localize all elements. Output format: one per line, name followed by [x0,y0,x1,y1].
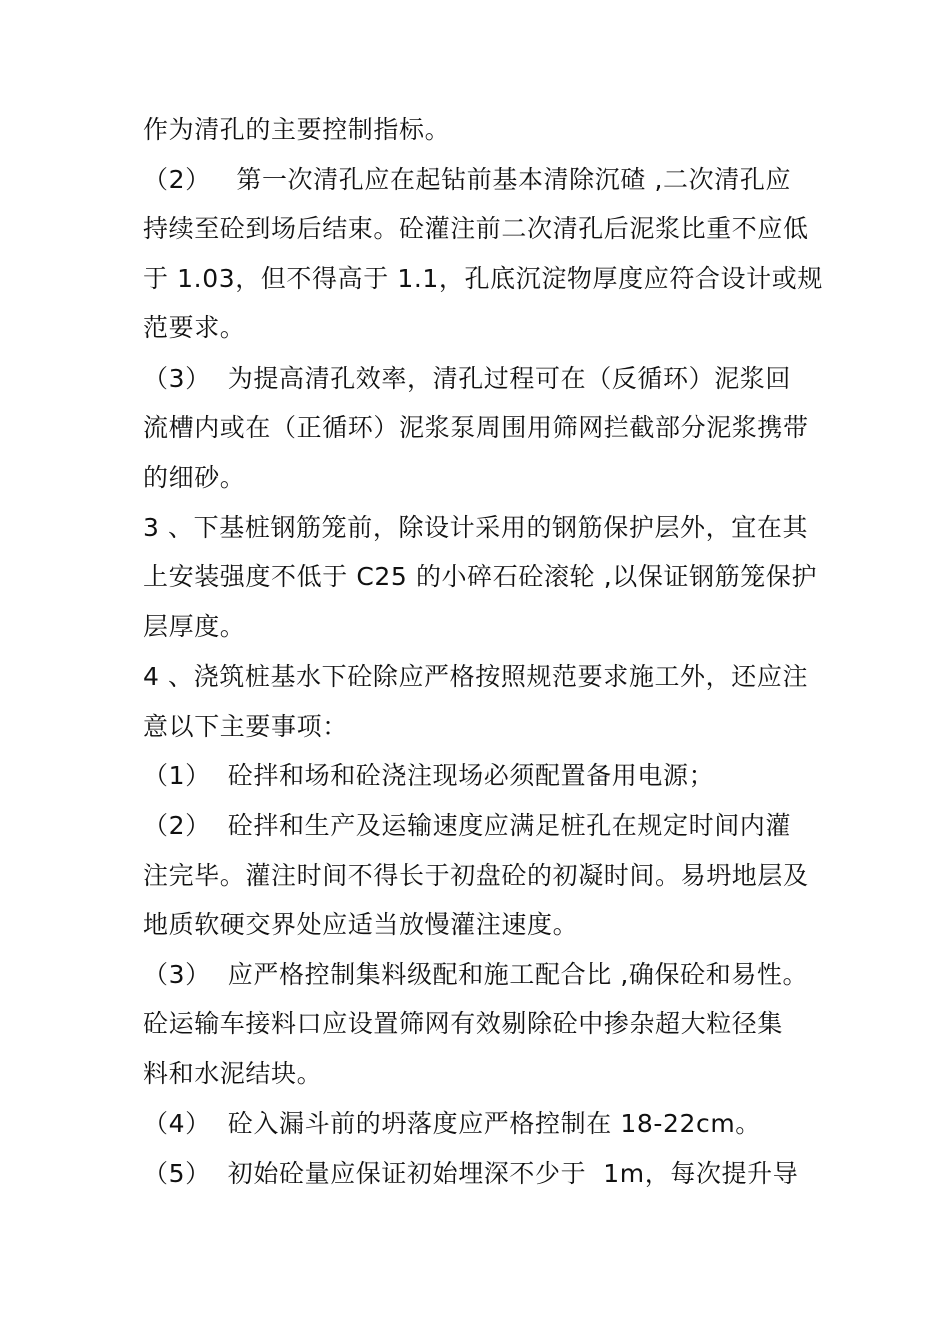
text-line: （2） 砼拌和生产及运输速度应满足桩孔在规定时间内灌 [143,811,792,840]
text-line: 上安装强度不低于 C25 的小碎石砼滚轮 ,以保证钢筋笼保护 [143,562,818,591]
text-line: 层厚度。 [143,612,246,641]
text-line: 4 、浇筑桩基水下砼除应严格按照规范要求施工外，还应注 [143,662,809,691]
text-line: 砼运输车接料口应设置筛网有效剔除砼中掺杂超大粒径集 [143,1009,784,1038]
text-line: 持续至砼到场后结束。砼灌注前二次清孔后泥浆比重不应低 [143,214,809,243]
text-line: 意以下主要事项： [143,712,348,741]
text-line: （3） 应严格控制集料级配和施工配合比 ,确保砼和易性。 [143,960,809,989]
text-line: （4） 砼入漏斗前的坍落度应严格控制在 18-22cm。 [143,1109,761,1138]
text-line: 于 1.03，但不得高于 1.1，孔底沉淀物厚度应符合设计或规 [143,264,823,293]
text-line: 流槽内或在（正循环）泥浆泵周围用筛网拦截部分泥浆携带 [143,413,809,442]
text-line: （5） 初始砼量应保证初始埋深不少于 1m，每次提升导 [143,1159,799,1188]
text-line: （1） 砼拌和场和砼浇注现场必须配置备用电源； [143,761,715,790]
text-line: 的细砂。 [143,463,246,492]
text-line: 地质软硬交界处应适当放慢灌注速度。 [143,910,579,939]
text-line: 料和水泥结块。 [143,1059,323,1088]
text-line: 范要求。 [143,313,246,342]
text-line: （3） 为提高清孔效率，清孔过程可在（反循环）泥浆回 [143,364,792,393]
text-line: 注完毕。灌注时间不得长于初盘砼的初凝时间。易坍地层及 [143,861,809,890]
text-line: 3 、下基桩钢筋笼前，除设计采用的钢筋保护层外，宜在其 [143,513,809,542]
text-line: 作为清孔的主要控制指标。 [143,115,451,144]
text-line: （2） 第一次清孔应在起钻前基本清除沉碴 ,二次清孔应 [143,165,792,194]
